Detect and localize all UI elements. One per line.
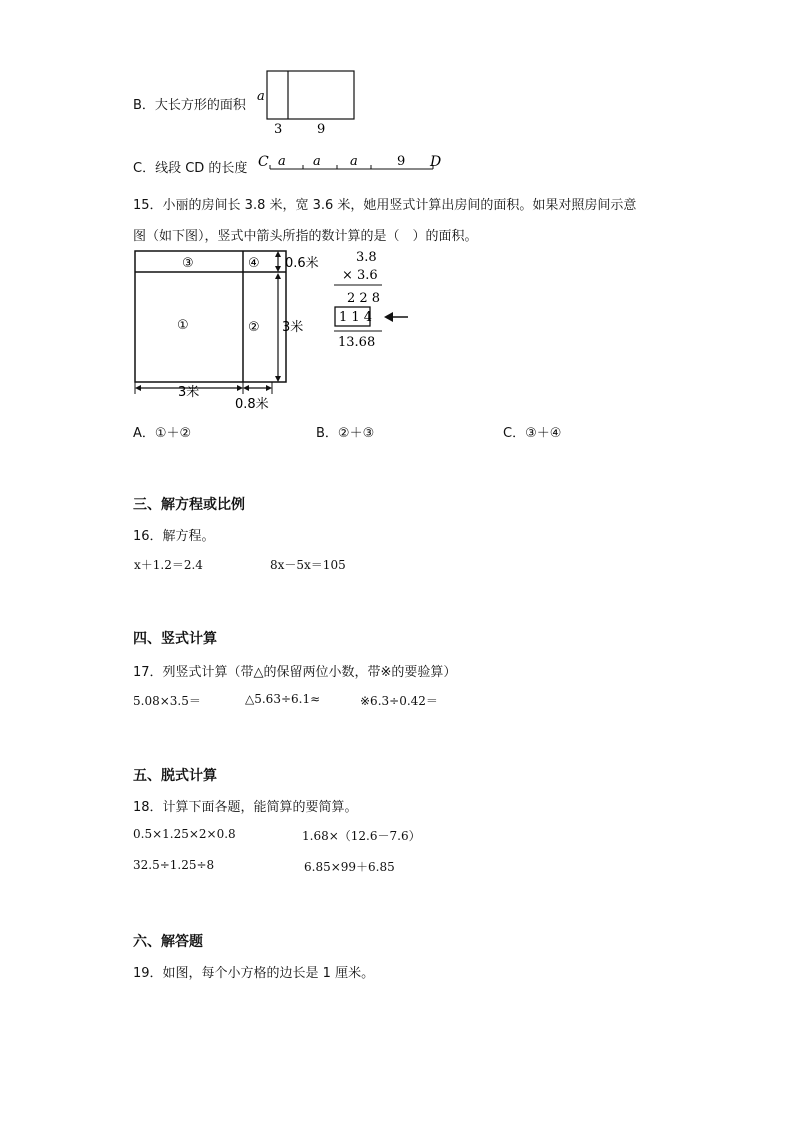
q15-option-c[interactable]: C．③＋④: [503, 426, 562, 441]
q15-line2: 图（如下图），竖式中箭头所指的数计算的是（ ）的面积。: [133, 229, 478, 244]
dim-bottom-right-label: 0.8米: [235, 397, 269, 412]
mult-factor: × 3.6: [342, 268, 378, 283]
q19-text: 19．如图，每个小方格的边长是 1 厘米。: [133, 966, 375, 981]
point-c-label: C: [258, 154, 269, 170]
q15-option-a[interactable]: A．①＋②: [133, 426, 192, 441]
region-4: ④: [248, 256, 260, 271]
partial-product-2: 1 1 4: [339, 310, 373, 325]
vertical-multiplication: [330, 248, 420, 350]
option-c-label: C．线段 CD 的长度: [133, 161, 248, 176]
width-3-label: 3: [274, 122, 283, 137]
q17-text: 17．列竖式计算（带△的保留两位小数，带※的要验算）: [133, 665, 457, 680]
calc-2: △5.63÷6.1≈: [245, 692, 321, 706]
calc-3: ※6.3÷0.42＝: [360, 694, 438, 708]
section-3-title: 三、解方程或比例: [133, 497, 245, 513]
segment-a-3: a: [350, 154, 358, 169]
option-b-label: B．大长方形的面积: [133, 98, 246, 113]
section-5-title: 五、脱式计算: [133, 768, 217, 784]
equation-1: x＋1.2＝2.4: [134, 558, 203, 572]
expr-1: 0.5×1.25×2×0.8: [133, 827, 236, 841]
point-d-label: D: [430, 154, 442, 170]
side-a-label: a: [257, 89, 265, 104]
mult-top: 3.8: [356, 250, 377, 265]
dim-bottom-left-label: 3米: [178, 385, 200, 400]
expr-3: 32.5÷1.25÷8: [133, 858, 215, 872]
dim-top-label: 0.6米: [285, 256, 319, 271]
q15-line1: 15．小丽的房间长 3.8 米，宽 3.6 米，她用竖式计算出房间的面积。如果对照房间示意: [133, 198, 637, 213]
pointer-arrow-icon: [384, 312, 393, 322]
region-3: ③: [182, 256, 194, 271]
dim-right-label: 3米: [282, 320, 304, 335]
q16-text: 16．解方程。: [133, 529, 215, 544]
section-4-title: 四、竖式计算: [133, 631, 217, 647]
equation-2: 8x－5x＝105: [270, 558, 346, 572]
expr-4: 6.85×99＋6.85: [304, 860, 395, 874]
expr-2: 1.68×（12.6－7.6）: [302, 829, 421, 843]
segment-cd-figure: [255, 150, 445, 174]
segment-a-1: a: [278, 154, 286, 169]
segment-a-2: a: [313, 154, 321, 169]
region-1: ①: [177, 318, 189, 333]
q15-option-b[interactable]: B．②＋③: [316, 426, 375, 441]
mult-result: 13.68: [338, 335, 376, 350]
big-rectangle-figure: [250, 66, 370, 138]
section-6-title: 六、解答题: [133, 934, 203, 950]
width-9-label: 9: [317, 122, 326, 137]
partial-product-1: 2 2 8: [347, 291, 381, 306]
segment-9: 9: [397, 154, 406, 169]
q18-text: 18．计算下面各题，能简算的要简算。: [133, 800, 358, 815]
calc-1: 5.08×3.5＝: [133, 694, 201, 708]
region-2: ②: [248, 320, 260, 335]
